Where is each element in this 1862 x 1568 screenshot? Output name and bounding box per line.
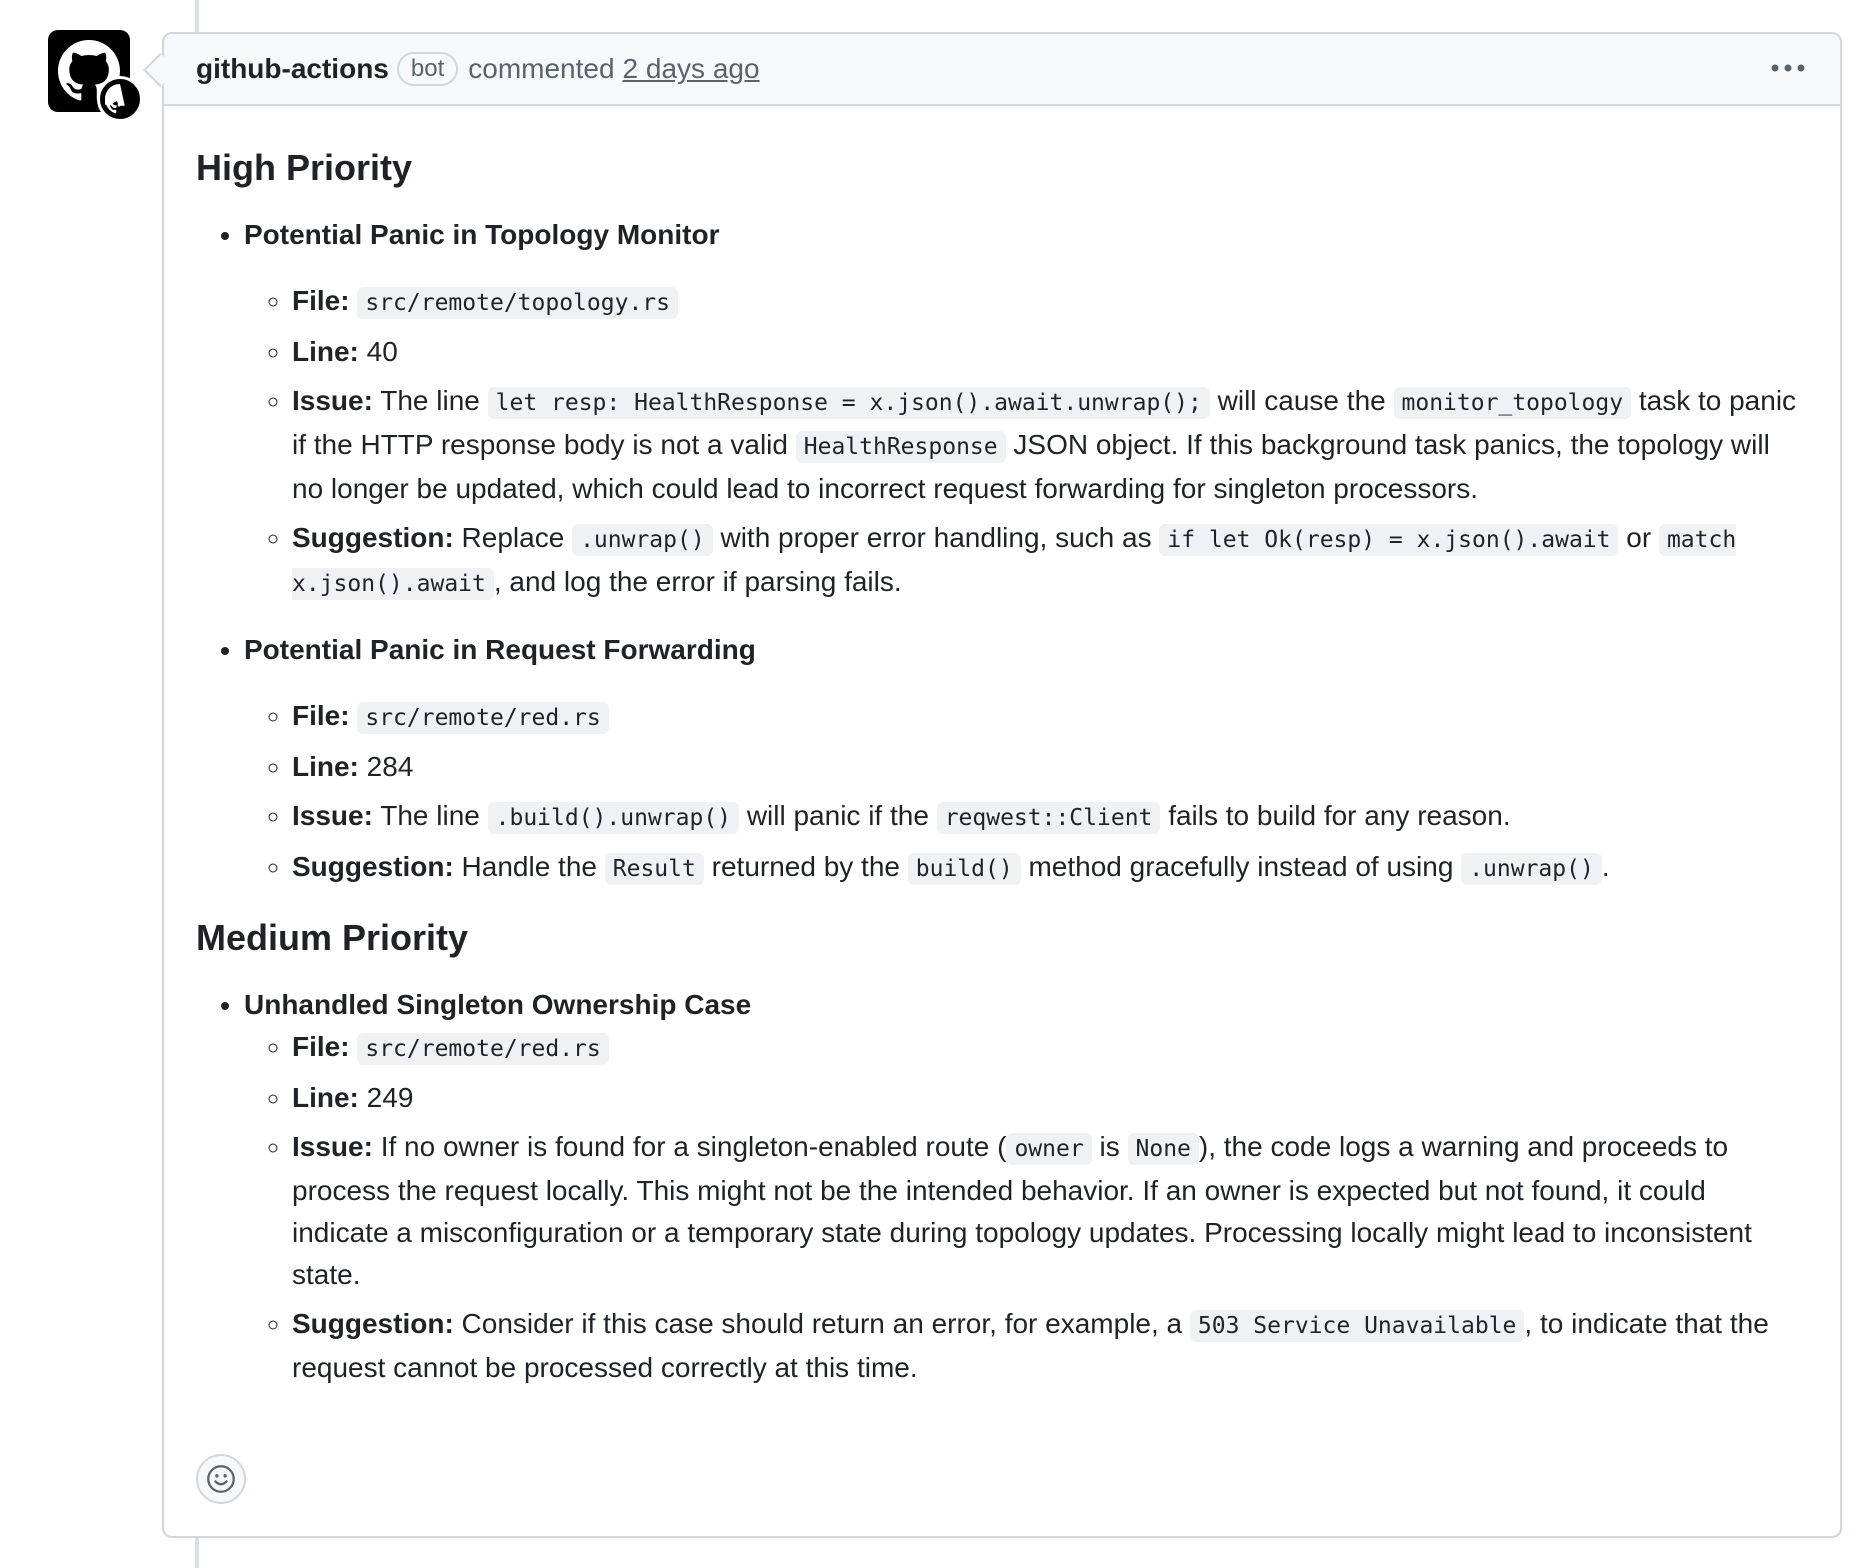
issue-label: Issue: (292, 800, 373, 831)
line-number: 249 (366, 1082, 414, 1113)
suggestion-label: Suggestion: (292, 1308, 454, 1339)
issue-text: The line (380, 385, 480, 416)
inline-code: let resp: HealthResponse = x.json().await.unwrap(); (488, 387, 1210, 419)
suggestion-text: method gracefully instead of using (1028, 851, 1454, 882)
line-number: 284 (366, 751, 414, 782)
kebab-horizontal-icon (1770, 63, 1806, 73)
file-label: File: (292, 1031, 350, 1062)
detail-list (244, 1026, 1808, 1389)
inline-code: if let Ok(resp) = x.json().await (1159, 524, 1618, 556)
comment-box (162, 32, 1842, 1538)
issue-text: If no owner is found for a singleton-enabled route ( (380, 1131, 1007, 1162)
comment-action: commented (468, 53, 615, 84)
inline-code: HealthResponse (796, 431, 1006, 463)
detail-list (244, 280, 1808, 605)
issue-text: is (1099, 1131, 1120, 1162)
suggestion-text: , to indicate that the request cannot be processed correctly at this time. (292, 1308, 1769, 1383)
issue-text: task to panic if the HTTP response body is not a valid (292, 385, 1797, 460)
inline-code: reqwest::Client (937, 802, 1161, 834)
detail-suggestion (292, 1303, 1808, 1389)
line-label: Line: (292, 336, 359, 367)
file-label: File: (292, 285, 350, 316)
inline-code: build() (908, 853, 1021, 885)
line-label: Line: (292, 751, 359, 782)
file-path: src/remote/red.rs (357, 702, 608, 734)
app-badge (97, 76, 143, 122)
inline-code: .unwrap() (1461, 853, 1602, 885)
item-title: • Unhandled Singleton Ownership Case (244, 989, 752, 1020)
detail-suggestion (292, 846, 1808, 890)
detail-line (292, 331, 1808, 373)
issue-text: ), the code logs a warning and proceeds to process the request locally. This might not be the intended behavior. If an owner is expected but not found, it could indicate a misconfiguration or a temporary state during topology updates. Processing locally might lead to inconsistent state. (292, 1131, 1752, 1290)
line-label: Line: (292, 1082, 359, 1113)
author-link[interactable]: github-actions (196, 53, 389, 84)
inline-code: Result (605, 853, 704, 885)
suggestion-text: . (1601, 851, 1610, 882)
detail-issue (292, 1126, 1808, 1296)
inline-code: .unwrap() (572, 524, 713, 556)
detail-issue (292, 795, 1808, 839)
detail-file (292, 280, 1808, 324)
issue-text: JSON object. If this background task panics, the topology will no longer be updated, which could lead to incorrect request forwarding for singleton processors. (292, 429, 1770, 504)
suggestion-text: with proper error handling, such as (720, 522, 1152, 553)
issue-text: fails to build for any reason. (1168, 800, 1511, 831)
detail-line (292, 1077, 1808, 1119)
detail-file (292, 1026, 1808, 1070)
suggestion-text: , and log the error if parsing fails. (493, 566, 902, 597)
inline-code: monitor_topology (1394, 387, 1632, 419)
inline-code: owner (1006, 1133, 1091, 1165)
suggestion-text: returned by the (711, 851, 900, 882)
issue-label: Issue: (292, 1131, 373, 1162)
suggestion-text: Handle the (461, 851, 597, 882)
item-title: • Potential Panic in Topology Monitor (244, 219, 720, 250)
high-priority-list (196, 214, 1808, 890)
line-number: 40 (366, 336, 398, 367)
comment-body (164, 106, 1840, 1389)
more-options-button[interactable] (1764, 46, 1812, 90)
suggestion-label: Suggestion: (292, 522, 454, 553)
github-app-badge-icon (105, 84, 135, 114)
file-label: File: (292, 700, 350, 731)
inline-code: .build().unwrap() (488, 802, 739, 834)
item-title: • Potential Panic in Request Forwarding (244, 634, 756, 665)
timestamp-link[interactable]: 2 days ago (622, 53, 760, 84)
list-item (244, 629, 1808, 890)
suggestion-text: Consider if this case should return an error, for example, a (461, 1308, 1183, 1339)
issue-text: will panic if the (746, 800, 929, 831)
detail-issue (292, 380, 1808, 510)
inline-code: match x.json().await (292, 524, 1736, 600)
inline-code: None (1128, 1133, 1199, 1165)
bot-badge: bot (397, 52, 458, 86)
issue-text: will cause the (1217, 385, 1386, 416)
suggestion-text: Replace (461, 522, 565, 553)
file-path: src/remote/red.rs (357, 1033, 608, 1065)
inline-code: 503 Service Unavailable (1190, 1310, 1525, 1342)
issue-text: The line (380, 800, 480, 831)
add-reaction-button[interactable] (196, 1454, 246, 1504)
heading-high-priority: High Priority (196, 147, 413, 188)
list-item (244, 984, 1808, 1389)
issue-label: Issue: (292, 385, 373, 416)
detail-suggestion (292, 517, 1808, 605)
suggestion-label: Suggestion: (292, 851, 454, 882)
comment-header (164, 34, 1840, 106)
list-item (244, 214, 1808, 605)
file-path: src/remote/topology.rs (357, 287, 678, 319)
detail-file (292, 695, 1808, 739)
detail-line (292, 746, 1808, 788)
detail-list (244, 695, 1808, 890)
suggestion-text: or (1626, 522, 1652, 553)
smiley-icon (206, 1464, 236, 1494)
medium-priority-list (196, 984, 1808, 1389)
heading-medium-priority: Medium Priority (196, 917, 469, 958)
